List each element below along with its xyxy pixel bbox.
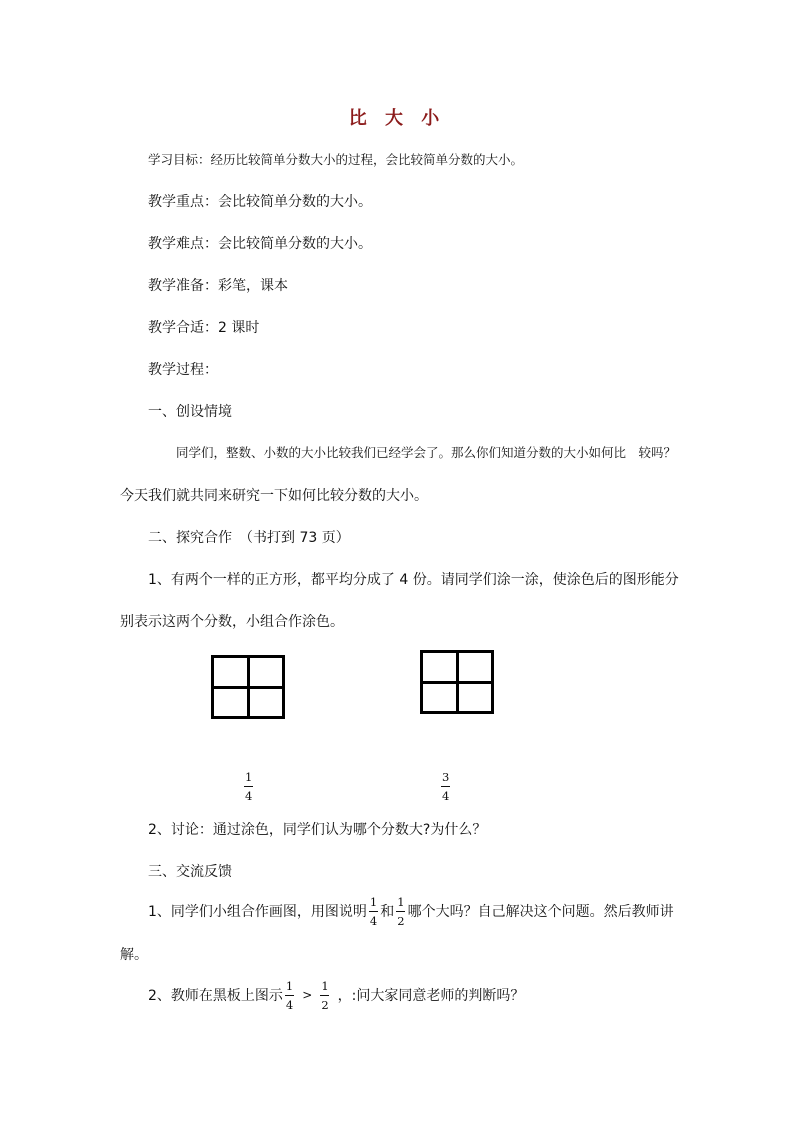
task-one-line2: 别表示这两个分数，小组合作涂色。 [120, 614, 344, 630]
fraction-denominator: 4 [442, 789, 450, 803]
fraction-numerator: 1 [397, 894, 405, 909]
fraction-one-half [396, 895, 405, 928]
intro-paragraph-line2: 今天我们就共同来研究一下如何比较分数的大小。 [120, 488, 428, 504]
fraction-denominator: 4 [285, 997, 294, 1012]
fraction-three-quarters [439, 770, 452, 803]
difficulty: 教学难点：会比较简单分数的大小。 [148, 236, 372, 252]
key-point: 教学重点：会比较简单分数的大小。 [148, 194, 372, 210]
feedback-one-line1 [148, 890, 674, 932]
fraction-one-quarter [285, 979, 294, 1012]
feedback-text: 哪个大吗？自己解决这个问题。然后教师讲 [407, 904, 674, 920]
preparation: 教学准备：彩笔，课本 [148, 278, 288, 294]
process-heading: 教学过程： [148, 362, 218, 378]
square-grid-right [420, 650, 494, 714]
square-grid-left [211, 655, 285, 719]
intro-paragraph-line1: 同学们，整数、小数的大小比较我们已经学会了。那么你们知道分数的大小如何比 较吗？ [176, 445, 677, 460]
fraction-denominator: 4 [369, 913, 378, 928]
task-one-line1: 1、有两个一样的正方形，都平均分成了 4 份。请同学们涂一涂，使涂色后的图形能分 [148, 572, 679, 588]
feedback-text: 和 [380, 904, 395, 920]
fraction-one-half [320, 979, 329, 1012]
duration: 教学合适：2 课时 [148, 320, 260, 336]
feedback-text: 1、同学们小组合作画图，用图说明 [148, 904, 367, 920]
section-two-heading: 二、探究合作 （书打到 73 页） [148, 530, 350, 546]
page-title: 比 大 小 [348, 108, 446, 129]
section-three-heading: 三、交流反馈 [148, 864, 232, 880]
fraction-one-quarter [242, 770, 255, 803]
feedback-two [148, 974, 524, 1016]
fraction-denominator: 2 [321, 997, 329, 1012]
grid-horizontal-line [423, 681, 491, 684]
fraction-denominator: 2 [397, 913, 405, 928]
grid-horizontal-line [214, 686, 282, 689]
fraction-numerator: 1 [285, 978, 294, 993]
task-two-discussion: 2、讨论：通过涂色，同学们认为哪个分数大?为什么？ [148, 822, 487, 838]
fraction-numerator: 1 [321, 978, 329, 993]
section-one-heading: 一、创设情境 [148, 404, 232, 420]
greater-than-sign: > [302, 988, 313, 1002]
fraction-one-quarter [369, 895, 378, 928]
feedback-text: ，:问大家同意老师的判断吗？ [337, 988, 525, 1004]
fraction-denominator: 4 [245, 789, 253, 803]
learning-goal: 学习目标：经历比较简单分数大小的过程，会比较简单分数的大小。 [148, 152, 524, 167]
feedback-one-line2: 解。 [120, 947, 148, 963]
fraction-numerator: 3 [442, 770, 450, 784]
fraction-numerator: 1 [245, 770, 253, 784]
fraction-numerator: 1 [369, 894, 378, 909]
feedback-text: 2、教师在黑板上图示 [148, 988, 283, 1004]
